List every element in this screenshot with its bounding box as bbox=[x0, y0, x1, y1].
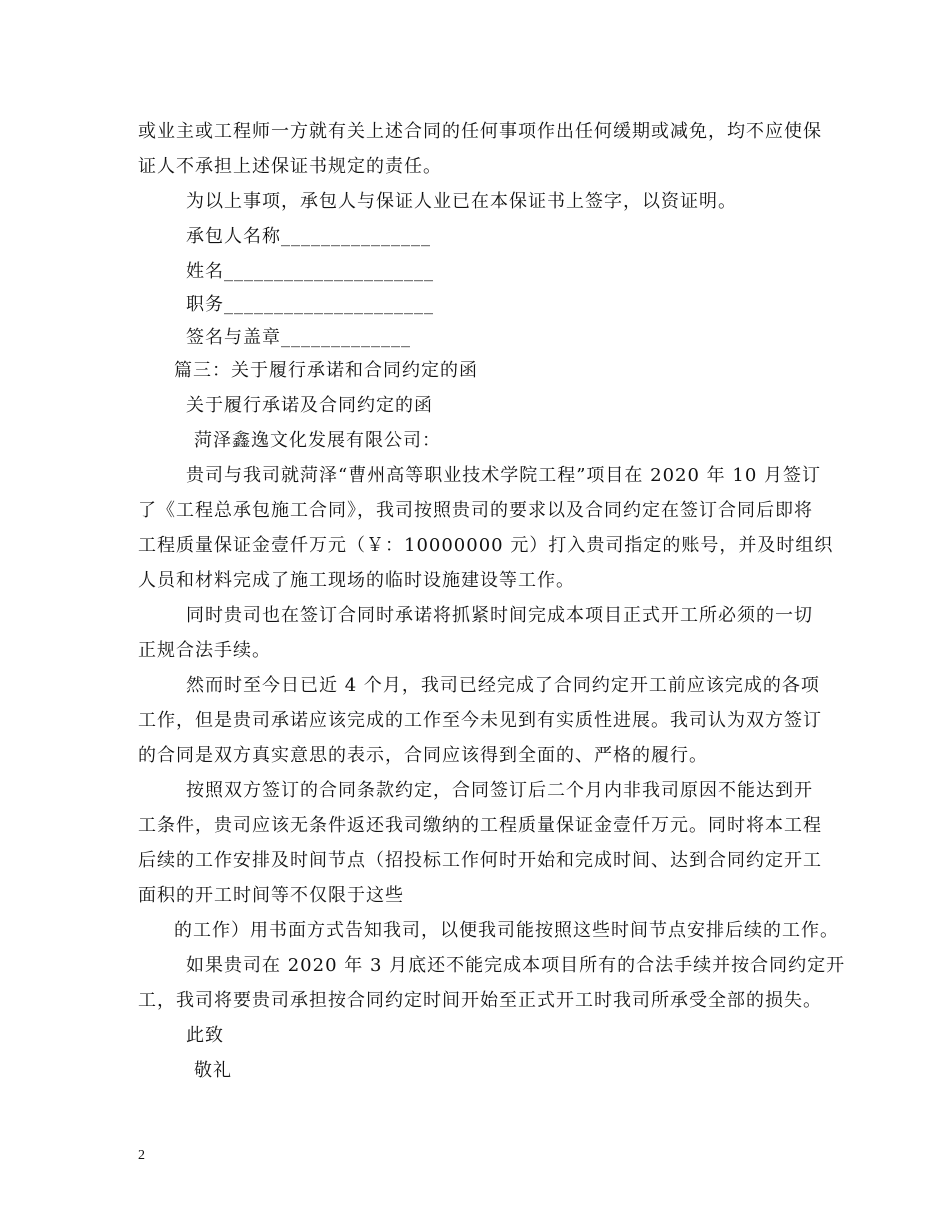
text-line: 或业主或工程师一方就有关上述合同的任何事项作出任何缓期或减免，均不应使保 bbox=[138, 121, 822, 142]
signature-field-seal: 签名与盖章_____________ bbox=[186, 327, 411, 348]
text-line: 按照双方签订的合同条款约定，合同签订后二个月内非我司原因不能达到开 bbox=[186, 780, 813, 801]
text-line: 的工作）用书面方式告知我司，以便我司能按照这些时间节点安排后续的工作。 bbox=[174, 920, 839, 941]
text-line: 面积的开工时间等不仅限于这些 bbox=[138, 885, 404, 906]
text-line: 工作，但是贵司承诺应该完成的工作至今未见到有实质性进展。我司认为双方签订 bbox=[138, 710, 822, 731]
letter-title: 关于履行承诺及合同约定的函 bbox=[186, 395, 433, 416]
text-line: 同时贵司也在签订合同时承诺将抓紧时间完成本项目正式开工所必须的一切 bbox=[186, 605, 813, 626]
text-line: 工程质量保证金壹仟万元（￥：10000000 元）打入贵司指定的账号，并及时组织 bbox=[138, 535, 834, 556]
closing-salutation: 此致 bbox=[186, 1025, 224, 1046]
signature-field-contractor-name: 承包人名称_______________ bbox=[186, 226, 431, 247]
signature-field-name: 姓名_____________________ bbox=[186, 261, 434, 282]
closing-regards: 敬礼 bbox=[194, 1060, 232, 1081]
text-line: 为以上事项，承包人与保证人业已在本保证书上签字，以资证明。 bbox=[186, 191, 737, 212]
text-line: 如果贵司在 2020 年 3 月底还不能完成本项目所有的合法手续并按合同约定开 bbox=[186, 955, 846, 976]
text-line: 贵司与我司就菏泽“曹州高等职业技术学院工程”项目在 2020 年 10 月签订 bbox=[186, 465, 822, 486]
letter-recipient: 菏泽鑫逸文化发展有限公司： bbox=[194, 430, 441, 451]
section-heading: 篇三：关于履行承诺和合同约定的函 bbox=[174, 360, 478, 381]
text-line: 证人不承担上述保证书规定的责任。 bbox=[138, 156, 442, 177]
text-line: 的合同是双方真实意思的表示，合同应该得到全面的、严格的履行。 bbox=[138, 745, 708, 766]
text-line: 工条件，贵司应该无条件返还我司缴纳的工程质量保证金壹仟万元。同时将本工程 bbox=[138, 815, 822, 836]
text-line: 工，我司将要贵司承担按合同约定时间开始至正式开工时我司所承受全部的损失。 bbox=[138, 990, 822, 1011]
text-line: 人员和材料完成了施工现场的临时设施建设等工作。 bbox=[138, 570, 575, 591]
text-line: 正规合法手续。 bbox=[138, 640, 271, 661]
signature-field-title: 职务_____________________ bbox=[186, 294, 434, 315]
page-number: 2 bbox=[138, 1148, 145, 1163]
text-line: 后续的工作安排及时间节点（招投标工作何时开始和完成时间、达到合同约定开工 bbox=[138, 850, 822, 871]
text-line: 然而时至今日已近 4 个月，我司已经完成了合同约定开工前应该完成的各项 bbox=[186, 675, 820, 696]
text-line: 了《工程总承包施工合同》，我司按照贵司的要求以及合同约定在签订合同后即将 bbox=[138, 500, 813, 521]
